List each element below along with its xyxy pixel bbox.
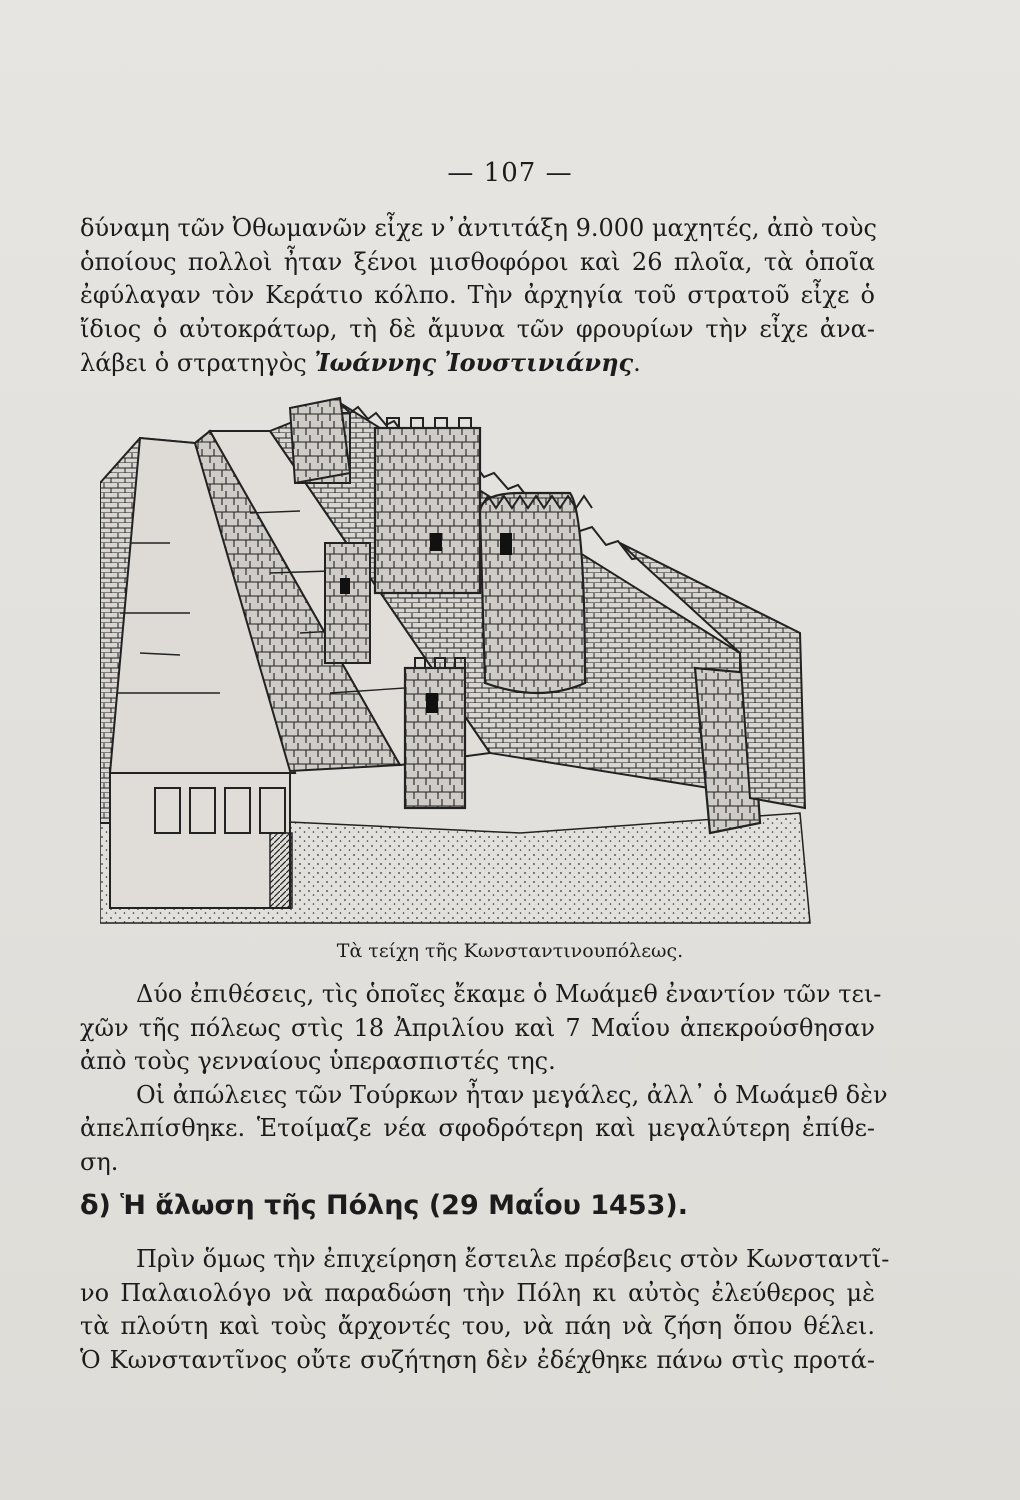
paragraph-envoys [80, 1243, 890, 1377]
text-line [80, 346, 875, 381]
text-line: τὰ πλούτη καὶ τοὺς ἄρχοντές του, νὰ πάη νὰ ζήση ὅπου θέλει. [80, 1312, 875, 1340]
text-line: ἀπελπίσθηκε. Ἑτοίμαζε νέα σφοδρότερη καὶ μεγαλύτερη ἐπίθε- [80, 1114, 875, 1142]
walls-illustration [100, 393, 830, 928]
text-fragment: . [633, 349, 641, 377]
text-fragment: λάβει ὁ στρατηγὸς [80, 349, 315, 377]
paragraph-ottoman-forces [80, 212, 875, 381]
text-line: ση. [80, 1147, 119, 1176]
text-line: Δύο ἐπιθέσεις, τὶς ὁποῖες ἔκαμε ὁ Μωάμεθ ἐναντίον τῶν τει- [136, 980, 882, 1008]
tower-back [290, 398, 350, 483]
tower-mid [325, 543, 370, 663]
text-line: ὁποίους πολλοὶ ἦταν ξένοι μισθοφόροι καὶ 26 πλοῖα, τὰ ὁποῖα [80, 247, 875, 276]
text-line: ἀπὸ τοὺς γενναίους ὑπερασπιστές της. [80, 1047, 556, 1075]
page-number: — 107 — [447, 158, 573, 188]
text-line: ἴδιος ὁ αὐτοκράτωρ, τὴ δὲ ἄμυνα τῶν φρουρίων τὴν εἶχε ἀνα- [80, 314, 875, 343]
text-line: χῶν τῆς πόλεως στὶς 18 Ἀπριλίου καὶ 7 Μαΐου ἀπεκρούσθησαν [80, 1013, 875, 1042]
text-line: Ὁ Κωνσταντῖνος οὔτε συζήτηση δὲν ἐδέχθηκε πάνω στὶς προτά- [80, 1345, 875, 1374]
paragraph-attacks [80, 978, 888, 1179]
section-heading: δ) Ἡ ἅλωση τῆς Πόλης (29 Μαΐου 1453). [80, 1190, 689, 1221]
tower-front [405, 658, 465, 808]
general-name: Ἰωάννης Ἰουστινιάνης [314, 348, 634, 377]
text-line: νο Παλαιολόγο νὰ παραδώση τὴν Πόλη κι αὐτὸς ἐλεύθερος μὲ [80, 1278, 875, 1307]
text-line: Πρὶν ὅμως τὴν ἐπιχείρηση ἔστειλε πρέσβεις στὸν Κωνσταντῖ- [136, 1245, 890, 1273]
text-line: Οἱ ἀπώλειες τῶν Τούρκων ἦταν μεγάλες, ἀλλ᾽ ὁ Μωάμεθ δὲν [136, 1080, 888, 1109]
tower-round [480, 493, 592, 693]
figure-caption: Τὰ τείχη τῆς Κωνσταντινουπόλεως. [336, 940, 684, 962]
tower-square-large [375, 418, 480, 593]
text-line: ἐφύλαγαν τὸν Κεράτιο κόλπο. Τὴν ἀρχηγία τοῦ στρατοῦ εἶχε ὁ [80, 281, 875, 309]
text-line: δύναμη τῶν Ὀθωμανῶν εἶχε ν᾽ἀντιτάξη 9.000 μαχητές, ἀπὸ τοὺς [80, 214, 877, 242]
